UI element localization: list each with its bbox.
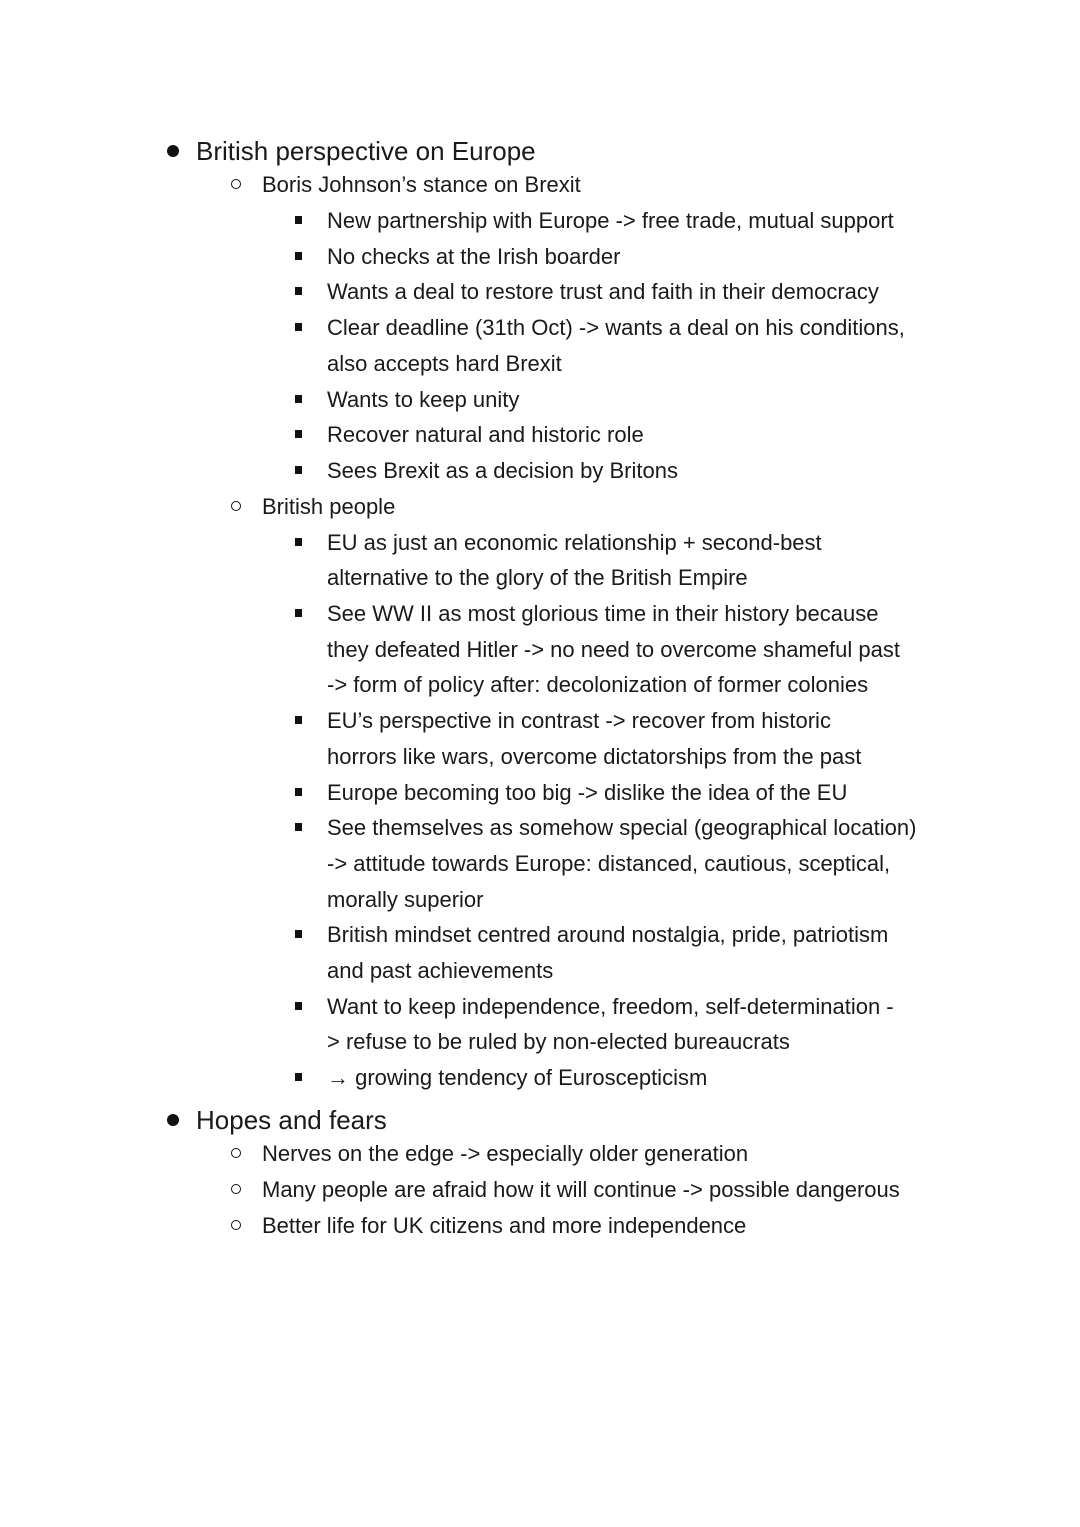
list-item: Europe becoming too big -> dislike the idea of the EU bbox=[327, 775, 916, 811]
list-item: Nerves on the edge -> especially older generation bbox=[262, 1136, 900, 1172]
subheading bbox=[262, 167, 916, 203]
section-title: Hopes and fears bbox=[196, 1105, 387, 1135]
square-bullet-icon bbox=[295, 323, 302, 331]
hollow-bullet-icon bbox=[231, 179, 241, 189]
subheading bbox=[262, 489, 916, 525]
section-hopes-and-fears bbox=[0, 1104, 900, 1244]
hollow-bullet-icon bbox=[231, 1148, 241, 1158]
list-item: Sees Brexit as a decision by Britons bbox=[327, 453, 916, 489]
square-bullet-icon bbox=[295, 1073, 302, 1081]
list-item: EU as just an economic relationship + second-best alternative to the glory of the British Empire bbox=[327, 525, 916, 596]
list-item: Recover natural and historic role bbox=[327, 417, 916, 453]
square-bullet-icon bbox=[295, 287, 302, 295]
list-item: Wants to keep unity bbox=[327, 382, 916, 418]
hollow-bullet-icon bbox=[231, 1220, 241, 1230]
hollow-bullet-icon bbox=[231, 1184, 241, 1194]
list-item: EU’s perspective in contrast -> recover from historic horrors like wars, overcome dictatorships from the past bbox=[327, 703, 916, 774]
list-item: Many people are afraid how it will continue -> possible dangerous bbox=[262, 1172, 900, 1208]
square-bullet-icon bbox=[295, 716, 302, 724]
list-item: Want to keep independence, freedom, self-determination - > refuse to be ruled by non-elected bureaucrats bbox=[327, 989, 916, 1060]
list-item: Better life for UK citizens and more independence bbox=[262, 1208, 900, 1244]
square-bullet-icon bbox=[295, 788, 302, 796]
subheading-text: Boris Johnson’s stance on Brexit bbox=[262, 172, 581, 197]
list-item: See themselves as somehow special (geographical location) -> attitude towards Europe: distanced, cautious, sceptical, morally superior bbox=[327, 810, 916, 917]
square-bullet-icon bbox=[295, 930, 302, 938]
hollow-bullet-icon bbox=[231, 501, 241, 511]
list-item: See WW II as most glorious time in their history because they defeated Hitler -> no need to overcome shameful past -> form of policy after: decolonization of former colonies bbox=[327, 596, 916, 703]
square-bullet-icon bbox=[295, 538, 302, 546]
square-bullet-icon bbox=[295, 252, 302, 260]
filled-bullet-icon bbox=[167, 145, 179, 157]
section-heading bbox=[196, 135, 916, 167]
list-item: New partnership with Europe -> free trade, mutual support bbox=[327, 203, 916, 239]
section-title: British perspective on Europe bbox=[196, 136, 536, 166]
square-bullet-icon bbox=[295, 430, 302, 438]
square-bullet-icon bbox=[295, 395, 302, 403]
square-bullet-icon bbox=[295, 609, 302, 617]
square-bullet-icon bbox=[295, 216, 302, 224]
filled-bullet-icon bbox=[167, 1114, 179, 1126]
list-item: No checks at the Irish boarder bbox=[327, 239, 916, 275]
subheading-text: British people bbox=[262, 493, 396, 519]
section-heading bbox=[196, 1104, 900, 1136]
square-bullet-icon bbox=[295, 1002, 302, 1010]
list-item: → growing tendency of Euroscepticism bbox=[327, 1060, 916, 1096]
list-item: Wants a deal to restore trust and faith in their democracy bbox=[327, 274, 916, 310]
section-british-perspective bbox=[0, 135, 916, 1096]
list-item: Clear deadline (31th Oct) -> wants a deal on his conditions, also accepts hard Brexit bbox=[327, 310, 916, 381]
square-bullet-icon bbox=[295, 466, 302, 474]
list-item: British mindset centred around nostalgia, pride, patriotism and past achievements bbox=[327, 917, 916, 988]
square-bullet-icon bbox=[295, 823, 302, 831]
